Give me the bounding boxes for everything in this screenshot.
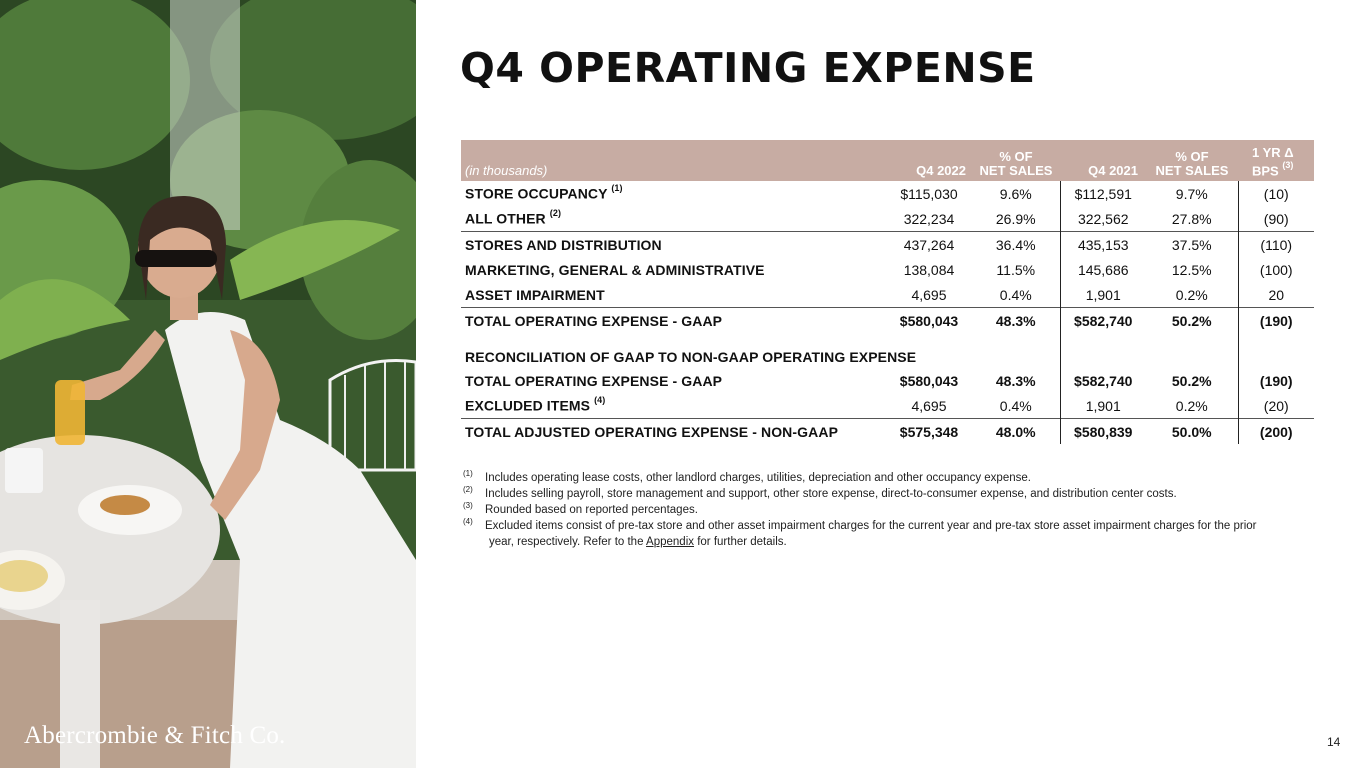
table-row bbox=[461, 181, 1314, 206]
row-label-text: STORE OCCUPANCY bbox=[465, 185, 608, 202]
q4-2022-header bbox=[886, 140, 972, 181]
photo-illustration bbox=[0, 0, 416, 768]
cell-q4-2022: 322,234 bbox=[903, 210, 955, 227]
footnote-3 bbox=[463, 502, 1323, 518]
bps-change-header bbox=[1238, 140, 1314, 181]
row-label: TOTAL OPERATING EXPENSE - GAAP bbox=[461, 308, 886, 334]
cell-bps: (200) bbox=[1238, 419, 1314, 445]
cell-pct-2021: 0.2% bbox=[1175, 397, 1208, 414]
cell-bps: (10) bbox=[1238, 181, 1314, 206]
operating-expense-table bbox=[461, 140, 1314, 444]
cell-pct-2022: 48.3% bbox=[972, 308, 1060, 334]
cell-pct-2022: 0.4% bbox=[999, 286, 1032, 303]
q4-2021-header bbox=[1060, 140, 1146, 181]
cell-pct-2022: 11.5% bbox=[996, 261, 1036, 278]
cell-bps: 20 bbox=[1238, 282, 1314, 308]
cell-pct-2022: 36.4% bbox=[972, 232, 1060, 258]
pct-net-sales-2022-header bbox=[972, 140, 1060, 181]
cell-q4-2021: 322,562 bbox=[1060, 206, 1146, 232]
footnote-4 bbox=[463, 518, 1323, 550]
row-label: ASSET IMPAIRMENT bbox=[465, 286, 605, 303]
cell-bps: (110) bbox=[1238, 232, 1314, 258]
footnote-text: Includes selling payroll, store management and support, other store expense, direct-to-consumer expense, and distribution center costs. bbox=[485, 488, 1177, 500]
q4-2022-header-text: Q4 2022 bbox=[916, 163, 966, 178]
table-row bbox=[461, 257, 1314, 282]
table-row-total bbox=[461, 419, 1314, 445]
units-header: (in thousands) bbox=[461, 140, 886, 181]
table-header-row bbox=[461, 140, 1314, 181]
footnote-mark: (2) bbox=[463, 485, 473, 494]
cell-pct-2021: 50.2% bbox=[1171, 372, 1212, 389]
lifestyle-photo bbox=[0, 0, 416, 768]
cell-q4-2021: $582,740 bbox=[1060, 368, 1146, 393]
row-label: MARKETING, GENERAL & ADMINISTRATIVE bbox=[465, 261, 765, 278]
row-label bbox=[461, 393, 886, 419]
table-row bbox=[461, 393, 1314, 419]
cell-q4-2021: 1,901 bbox=[1060, 393, 1146, 419]
row-label bbox=[461, 206, 886, 232]
pct-header-line1: % OF bbox=[1175, 149, 1209, 164]
row-label-text: ALL OTHER bbox=[465, 210, 546, 227]
pct-header-line1: % OF bbox=[999, 149, 1033, 164]
page-number: 14 bbox=[1327, 735, 1341, 749]
footnote-continuation bbox=[485, 534, 1323, 550]
slide-title: Q4 OPERATING EXPENSE bbox=[460, 44, 1036, 92]
empty-cell bbox=[1238, 333, 1314, 368]
bps-header-line1: 1 YR Δ bbox=[1252, 144, 1294, 160]
row-label bbox=[461, 181, 886, 206]
cell-q4-2022: 4,695 bbox=[911, 286, 947, 303]
cell-pct-2021: 9.7% bbox=[1175, 185, 1208, 202]
appendix-link[interactable]: Appendix bbox=[646, 536, 695, 548]
q4-2021-header-text: Q4 2021 bbox=[1088, 163, 1138, 178]
cell-pct-2021: 0.2% bbox=[1175, 286, 1208, 303]
cell-q4-2022: $575,348 bbox=[886, 419, 972, 445]
cell-q4-2021: 1,901 bbox=[1060, 282, 1146, 308]
footnote-ref: (1) bbox=[611, 183, 623, 194]
footnote-ref: (2) bbox=[549, 208, 562, 219]
cell-pct-2021: 50.0% bbox=[1146, 419, 1238, 445]
footnote-mark: (4) bbox=[463, 517, 473, 526]
row-label: TOTAL OPERATING EXPENSE - GAAP bbox=[465, 372, 723, 389]
cell-q4-2021: 145,686 bbox=[1060, 257, 1146, 282]
cell-pct-2021: 12.5% bbox=[1171, 261, 1212, 278]
table-row bbox=[461, 206, 1314, 232]
cell-q4-2021: $580,839 bbox=[1060, 419, 1146, 445]
table-row bbox=[461, 282, 1314, 308]
cell-bps: (190) bbox=[1238, 308, 1314, 334]
footnote-text: Excluded items consist of pre-tax store and other asset impairment charges for the current year and pre-tax store asset impairment charges for the prior bbox=[485, 520, 1257, 532]
footnote-cont-after: for further details. bbox=[697, 536, 787, 548]
table-row bbox=[461, 368, 1314, 393]
row-label: STORES AND DISTRIBUTION bbox=[461, 232, 886, 258]
cell-pct-2022: 48.0% bbox=[972, 419, 1060, 445]
cell-q4-2021: $582,740 bbox=[1060, 308, 1146, 334]
cell-q4-2021: $112,591 bbox=[1060, 181, 1146, 206]
cell-q4-2022: 437,264 bbox=[886, 232, 972, 258]
cell-pct-2021: 50.2% bbox=[1146, 308, 1238, 334]
footnote-text: Rounded based on reported percentages. bbox=[485, 504, 698, 516]
cell-pct-2022: 0.4% bbox=[999, 397, 1032, 414]
cell-q4-2022: 4,695 bbox=[911, 397, 947, 414]
footnote-ref: (4) bbox=[594, 395, 606, 406]
cell-bps: (20) bbox=[1238, 393, 1314, 419]
footnote-1 bbox=[463, 470, 1323, 486]
cell-pct-2022: 48.3% bbox=[995, 372, 1036, 389]
cell-pct-2022: 26.9% bbox=[995, 210, 1036, 227]
footnotes bbox=[463, 470, 1323, 550]
footnote-cont-before: year, respectively. Refer to the bbox=[489, 536, 644, 548]
pct-header-line2: NET SALES bbox=[1155, 163, 1229, 178]
footnote-mark: (1) bbox=[463, 469, 473, 478]
cell-bps: (90) bbox=[1238, 206, 1314, 232]
cell-q4-2022: $115,030 bbox=[900, 185, 958, 202]
cell-bps: (190) bbox=[1238, 368, 1314, 393]
pct-header-line2: NET SALES bbox=[979, 163, 1053, 178]
cell-pct-2021: 37.5% bbox=[1146, 232, 1238, 258]
brand-logo: Abercrombie & Fitch Co. bbox=[24, 722, 286, 749]
cell-bps: (100) bbox=[1238, 257, 1314, 282]
cell-q4-2022: 138,084 bbox=[903, 261, 955, 278]
reconciliation-heading: RECONCILIATION OF GAAP TO NON-GAAP OPERATING EXPENSE bbox=[465, 349, 917, 365]
row-label-text: EXCLUDED ITEMS bbox=[465, 397, 591, 414]
cell-pct-2021: 27.8% bbox=[1171, 210, 1212, 227]
bps-header-line2: BPS bbox=[1252, 163, 1279, 178]
table-row bbox=[461, 232, 1314, 258]
cell-pct-2022: 9.6% bbox=[999, 185, 1032, 202]
reconciliation-heading-row bbox=[461, 333, 1314, 368]
row-label: TOTAL ADJUSTED OPERATING EXPENSE - NON-GAAP bbox=[461, 419, 886, 445]
cell-q4-2022: $580,043 bbox=[886, 308, 972, 334]
footnote-mark: (3) bbox=[463, 501, 473, 510]
empty-cell bbox=[1060, 333, 1146, 368]
table-row-total bbox=[461, 308, 1314, 334]
bps-footnote-ref: (3) bbox=[1282, 159, 1294, 170]
cell-q4-2022: $580,043 bbox=[899, 372, 959, 389]
footnote-2 bbox=[463, 486, 1323, 502]
empty-cell bbox=[1146, 333, 1238, 368]
footnote-text: Includes operating lease costs, other landlord charges, utilities, depreciation and other occupancy expense. bbox=[485, 472, 1031, 484]
pct-net-sales-2021-header bbox=[1146, 140, 1238, 181]
cell-q4-2021: 435,153 bbox=[1060, 232, 1146, 258]
